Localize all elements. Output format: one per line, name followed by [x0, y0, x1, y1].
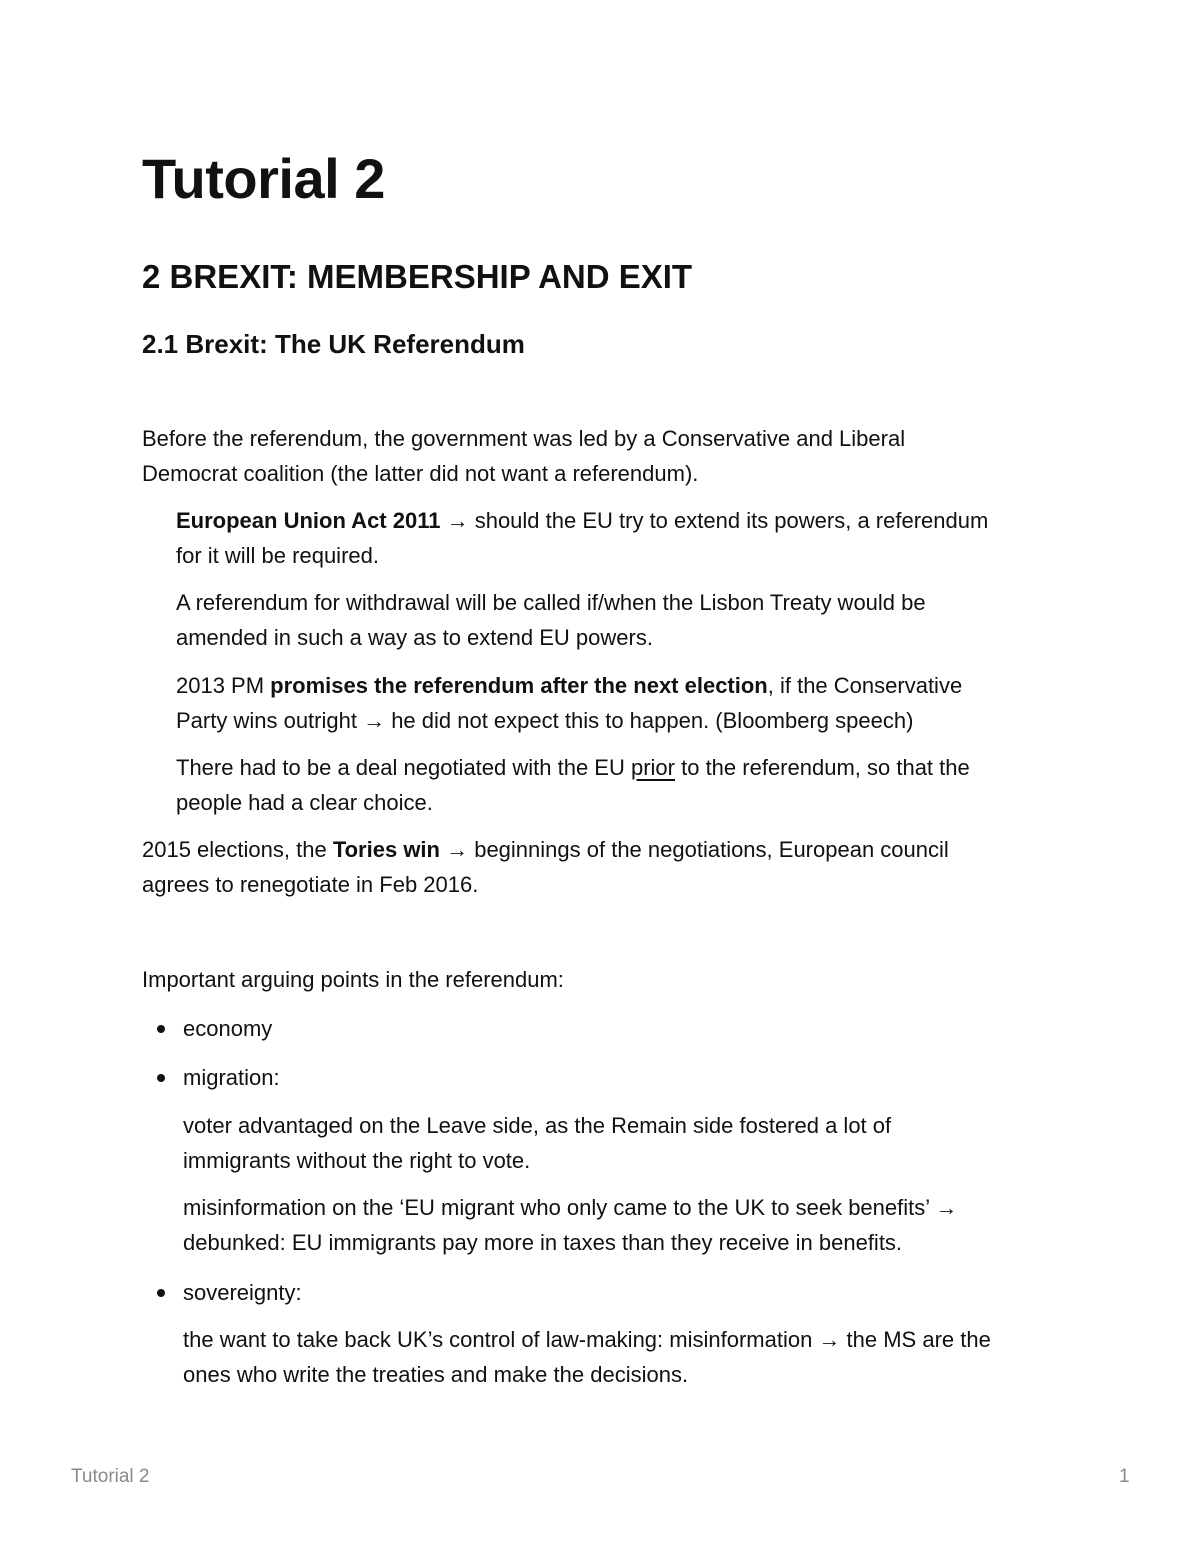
subsection-heading: 2.1 Brexit: The UK Referendum	[142, 329, 525, 359]
bullet-icon	[157, 1074, 165, 1082]
promise-bold: promises the referendum after the next election	[270, 673, 768, 698]
migration-detail-2-line-1: misinformation on the ‘EU migrant who only came to the UK to seek benefits’ →	[183, 1195, 958, 1220]
withdrawal-line-1: A referendum for withdrawal will be called if/when the Lisbon Treaty would be	[176, 590, 926, 615]
act-text: → should the EU try to extend its powers, a referendum	[440, 508, 989, 533]
migration-detail-1-line-1: voter advantaged on the Leave side, as the Remain side fostered a lot of	[183, 1113, 892, 1138]
page-number: 1	[1119, 1466, 1130, 1487]
sovereignty-detail-line-2: ones who write the treaties and make the decisions.	[183, 1362, 689, 1387]
promise-line-2: Party wins outright → he did not expect this to happen. (Bloomberg speech)	[176, 708, 914, 733]
point-migration: migration:	[183, 1065, 280, 1090]
point-sovereignty: sovereignty:	[183, 1280, 302, 1305]
act-line-2: for it will be required.	[176, 543, 379, 568]
intro-line-2: Democrat coalition (the latter did not want a referendum).	[142, 461, 699, 486]
deal-pre: There had to be a deal negotiated with the EU	[176, 755, 631, 780]
withdrawal-line-2: amended in such a way as to extend EU powers.	[176, 625, 653, 650]
promise-pre: 2013 PM	[176, 673, 271, 698]
bullet-icon	[157, 1289, 165, 1297]
point-economy: economy	[183, 1016, 273, 1041]
intro-line-1: Before the referendum, the government was led by a Conservative and Liberal	[142, 426, 906, 451]
act-name: European Union Act 2011	[176, 508, 441, 533]
promise-line-1	[176, 668, 962, 703]
migration-detail-1-line-2: immigrants without the right to vote.	[183, 1148, 531, 1173]
deal-line-1	[176, 750, 970, 785]
migration-detail-2-line-2: debunked: EU immigrants pay more in taxes than they receive in benefits.	[183, 1230, 903, 1255]
sovereignty-detail-line-1: the want to take back UK’s control of law-making: misinformation → the MS are the	[183, 1327, 991, 1352]
elections-pre: 2015 elections, the	[142, 837, 333, 862]
act-line-1	[176, 503, 988, 538]
bullet-icon	[157, 1025, 165, 1033]
elections-post: → beginnings of the negotiations, European council	[439, 837, 949, 862]
points-intro: Important arguing points in the referendum:	[142, 967, 564, 992]
footer-title: Tutorial 2	[71, 1466, 150, 1487]
elections-line-2: agrees to renegotiate in Feb 2016.	[142, 872, 479, 897]
elections-bold: Tories win	[332, 837, 440, 862]
promise-post: , if the Conservative	[767, 673, 963, 698]
elections-line-1	[142, 832, 949, 867]
page-title: Tutorial 2	[142, 147, 385, 210]
section-heading: 2 BREXIT: MEMBERSHIP AND EXIT	[142, 258, 693, 295]
deal-underlined: prior	[630, 755, 675, 780]
deal-line-2: people had a clear choice.	[176, 790, 433, 815]
deal-post: to the referendum, so that the	[675, 755, 970, 780]
